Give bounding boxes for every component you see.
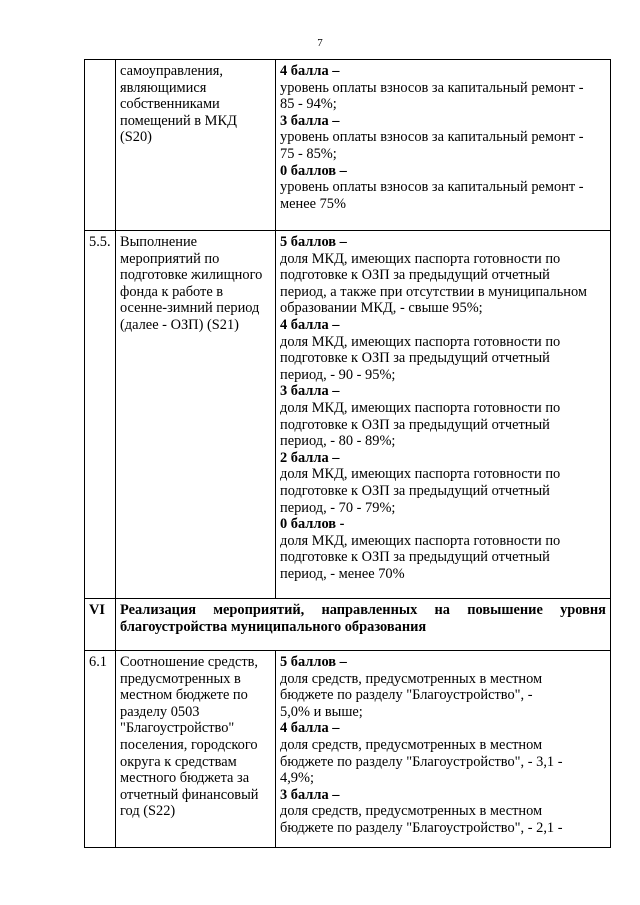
- indicator-name-line: округа к средствам: [120, 753, 237, 770]
- criteria-text: доля МКД, имеющих паспорта готовности по: [280, 333, 561, 350]
- indicator-name-line: подготовке жилищного: [120, 267, 263, 284]
- criteria-text: 85 - 94%;: [280, 96, 337, 113]
- criteria-text: подготовке к ОЗП за предыдущий отчетный: [280, 482, 550, 499]
- criteria-text: период, - 70 - 79%;: [280, 499, 396, 516]
- section-title-word: направленных: [321, 602, 418, 618]
- indicator-name-line: местного бюджета за: [120, 770, 250, 787]
- table-row: [85, 231, 611, 599]
- score-label: 3 балла –: [280, 383, 340, 400]
- indicator-name-line: Выполнение: [120, 234, 198, 250]
- section-title-line: [120, 602, 606, 619]
- section-number: VI: [85, 599, 116, 651]
- criteria-text: доля МКД, имеющих паспорта готовности по: [280, 250, 561, 267]
- table-row: [85, 60, 611, 231]
- section-title-line: благоустройства муниципального образования: [120, 618, 427, 635]
- criteria-text: доля МКД, имеющих паспорта готовности по: [280, 532, 561, 549]
- indicator-name: [116, 231, 276, 599]
- scoring-criteria: [276, 651, 611, 848]
- indicator-name-line: являющимися: [120, 79, 207, 96]
- indicator-name-line: Соотношение средств,: [120, 654, 259, 670]
- criteria-text: доля средств, предусмотренных в местном: [280, 670, 543, 687]
- score-label: 5 баллов –: [280, 234, 347, 250]
- indicator-name-line: (S20): [120, 129, 152, 146]
- criteria-text: период, - менее 70%: [280, 565, 405, 582]
- indicator-name-line: местном бюджете по: [120, 687, 248, 704]
- indicator-name-line: собственниками: [120, 96, 220, 113]
- score-label: 3 балла –: [280, 112, 340, 129]
- row-number: 5.5.: [85, 231, 116, 599]
- indicator-name: [116, 651, 276, 848]
- criteria-text: бюджете по разделу "Благоустройство", -: [280, 687, 533, 704]
- score-label: 3 балла –: [280, 786, 340, 803]
- criteria-text: 75 - 85%;: [280, 145, 337, 162]
- score-label: 5 баллов –: [280, 654, 347, 670]
- scoring-criteria: [276, 60, 611, 231]
- score-label: 0 баллов –: [280, 162, 347, 179]
- criteria-text: доля МКД, имеющих паспорта готовности по: [280, 399, 561, 416]
- row-number: [85, 60, 116, 231]
- criteria-text: доля средств, предусмотренных в местном: [280, 736, 543, 753]
- criteria-text: бюджете по разделу "Благоустройство", - 2,1 -: [280, 819, 563, 836]
- indicator-name-line: "Благоустройство": [120, 720, 235, 737]
- indicator-name-line: мероприятий по: [120, 250, 220, 267]
- criteria-text: уровень оплаты взносов за капитальный ремонт -: [280, 179, 584, 196]
- criteria-text: подготовке к ОЗП за предыдущий отчетный: [280, 549, 550, 566]
- section-title-word: повышение: [467, 602, 543, 618]
- criteria-text: 5,0% и выше;: [280, 703, 363, 720]
- score-label: 4 балла –: [280, 316, 340, 333]
- indicator-name-line: фонда к работе в: [120, 283, 224, 300]
- scoring-criteria: [276, 231, 611, 599]
- criteria-text: подготовке к ОЗП за предыдущий отчетный: [280, 350, 550, 367]
- criteria-text: доля средств, предусмотренных в местном: [280, 803, 543, 820]
- indicator-name-line: год (S22): [120, 803, 176, 820]
- section-title-word: на: [434, 602, 450, 618]
- indicator-name: [116, 60, 276, 231]
- page-number: 7: [317, 37, 323, 49]
- criteria-text: уровень оплаты взносов за капитальный ремонт -: [280, 79, 584, 96]
- criteria-text: период, - 90 - 95%;: [280, 366, 396, 383]
- indicator-name-line: отчетный финансовый: [120, 786, 259, 803]
- section-title: [116, 599, 611, 651]
- criteria-text: подготовке к ОЗП за предыдущий отчетный: [280, 267, 550, 284]
- criteria-text: 4,9%;: [280, 770, 314, 787]
- score-label: 4 балла –: [280, 63, 340, 79]
- score-label: 4 балла –: [280, 720, 340, 737]
- criteria-text: период, а также при отсутствии в муниципальном: [280, 283, 588, 300]
- criteria-text: бюджете по разделу "Благоустройство", - 3,1 -: [280, 753, 563, 770]
- indicator-name-line: помещений в МКД: [120, 112, 237, 129]
- criteria-table: [84, 59, 611, 848]
- criteria-text: уровень оплаты взносов за капитальный ремонт -: [280, 129, 584, 146]
- table-row: [85, 651, 611, 848]
- section-title-word: уровня: [560, 602, 606, 618]
- indicator-name-line: самоуправления,: [120, 63, 223, 79]
- score-label: 2 балла –: [280, 449, 340, 466]
- indicator-name-line: разделу 0503: [120, 703, 200, 720]
- indicator-name-line: предусмотренных в: [120, 670, 241, 687]
- score-label: 0 баллов -: [280, 516, 345, 533]
- section-row: [85, 599, 611, 651]
- criteria-text: менее 75%: [280, 195, 346, 212]
- section-title-word: Реализация: [120, 602, 197, 618]
- section-title-word: мероприятий,: [213, 602, 305, 618]
- criteria-text: подготовке к ОЗП за предыдущий отчетный: [280, 416, 550, 433]
- indicator-name-line: поселения, городского: [120, 736, 258, 753]
- criteria-text: доля МКД, имеющих паспорта готовности по: [280, 466, 561, 483]
- indicator-name-line: (далее - ОЗП) (S21): [120, 316, 239, 333]
- row-number: 6.1: [85, 651, 116, 848]
- indicator-name-line: осенне-зимний период: [120, 300, 260, 317]
- criteria-text: период, - 80 - 89%;: [280, 433, 396, 450]
- criteria-text: образовании МКД, - свыше 95%;: [280, 300, 483, 317]
